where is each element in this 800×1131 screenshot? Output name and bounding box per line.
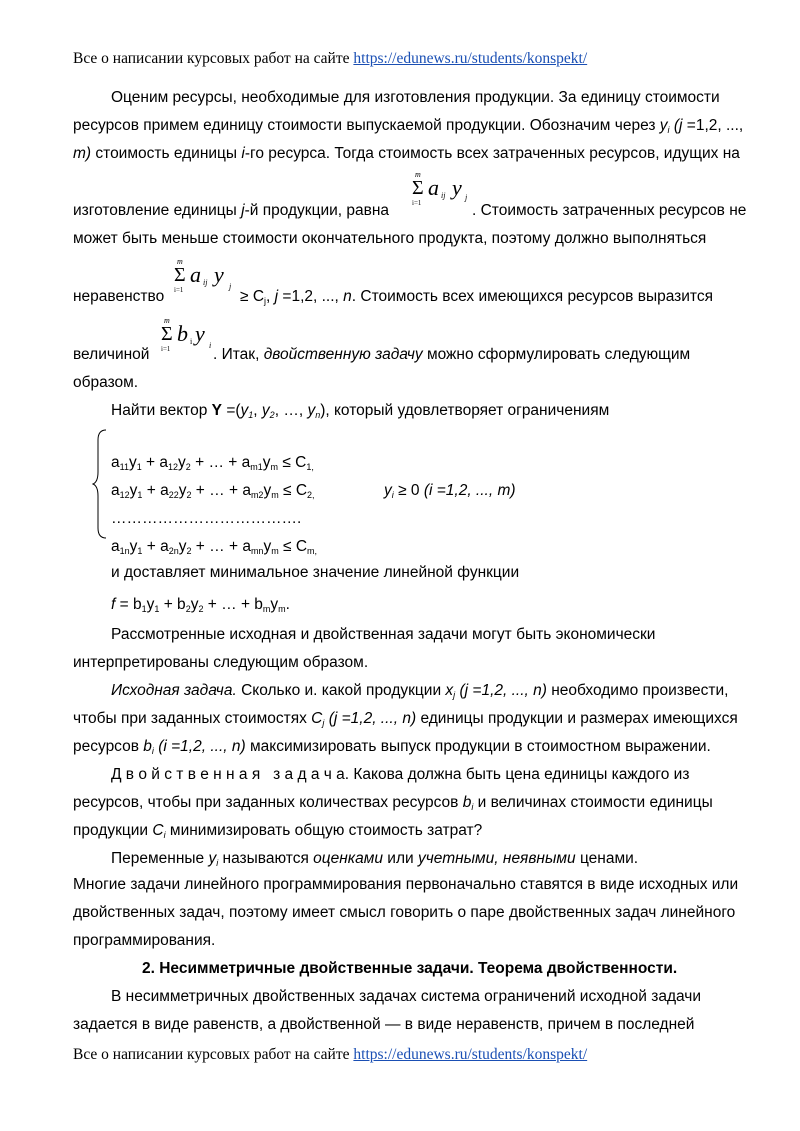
sum-formula: m Σ i=1 a ij y j — [412, 170, 468, 207]
constraint-row: $a_{12}y_1 + a_{22}y_2$ + … + $a_{m2}y_m \le C_{2,}$ — [111, 482, 315, 500]
text-line: и доставляет минимальное значение линейной функции — [111, 564, 520, 581]
text-line: может быть меньше стоимости окончательного продукта, поэтому должно выполняться — [73, 230, 707, 247]
constraint-row: $a_{11}y_1 + a_{12}y_2$ + … + $a_{m1}y_m \le C_{1,}$ — [111, 454, 314, 472]
constraint-row: $a_{1n}y_1 + a_{2n}y_2$ + … + $a_{mn}y_m \le C_{m,}$ — [111, 538, 318, 556]
text-line: продукции $C_i$ минимизировать общую стоимость затрат? — [73, 822, 483, 840]
text-line: интерпретированы следующим образом. — [73, 654, 369, 671]
text-line: ресурсов $b_i$ (i =1,2, ..., n) максимизировать выпуск продукции в стоимостном выражении. — [73, 738, 711, 756]
text-line: чтобы при заданных стоимостях $C_j$ (j =1,2, ..., n) единицы продукции и размерах имеющихся — [73, 710, 738, 728]
text-line: Найти вектор $Y =(y_1$, $y_2$, …, $y_n$), который удовлетворяет ограничениям — [111, 402, 610, 420]
header-link[interactable]: https://edunews.ru/students/konspekt/ — [353, 50, 588, 67]
text-line: Оценим ресурсы, необходимые для изготовления продукции. За единицу стоимости — [111, 89, 720, 106]
text-line: двойственных задач, поэтому имеет смысл говорить о паре двойственных задач линейного — [73, 904, 736, 921]
text-line: m) стоимость единицы i-го ресурса. Тогда стоимость всех затраченных ресурсов, идущих на — [73, 145, 740, 162]
page-footer — [73, 1046, 587, 1064]
text-line: задается в виде равенств, а двойственной — в виде неравенств, причем в последней — [73, 1016, 695, 1033]
text-line: изготовление единицы j-й продукции, равна — [73, 202, 390, 219]
text-line: образом. — [73, 374, 139, 391]
text-line: программирования. — [73, 932, 216, 949]
text-line: Д в о й с т в е н н а я з а д а ч а. Какова должна быть цена единицы каждого из — [111, 766, 690, 783]
text-line: ресурсов примем единицу стоимости выпускаемой продукции. Обозначим через $y_i$ (j =1,2, ..., — [73, 117, 744, 135]
objective-function: $f = b_1y_1 + b_2y_2$ + … + $b_my_m$. — [111, 596, 290, 614]
nonneg-condition: $y_i \ge 0$ (i =1,2, ..., m) — [384, 482, 516, 500]
text-line: ресурсов, чтобы при заданных количествах ресурсов $b_i$ и величинах стоимости единицы — [73, 794, 713, 812]
section-heading: 2. Несимметричные двойственные задачи. Теорема двойственности. — [142, 960, 678, 977]
page-header — [73, 50, 587, 68]
text-line: . Итак, двойственную задачу можно сформулировать следующим — [213, 346, 691, 363]
text-line: Исходная задача. Сколько и. какой продукции $x_j$ (j =1,2, ..., n) необходимо произвести, — [111, 682, 729, 700]
footer-text: Все о написании курсовых работ на сайте — [73, 1046, 350, 1063]
footer-link[interactable]: https://edunews.ru/students/konspekt/ — [353, 1046, 588, 1063]
text-line: неравенство — [73, 288, 165, 305]
text-line: ≥ $C_j$, j =1,2, ..., n. Стоимость всех имеющихся ресурсов выразится — [240, 288, 713, 306]
text-line: Рассмотренные исходная и двойственная задачи могут быть экономически — [111, 626, 656, 643]
text-line: В несимметричных двойственных задачах система ограничений исходной задачи — [111, 988, 702, 1005]
brace-icon — [92, 428, 112, 540]
sum-formula: m Σ i=1 a ij y j — [174, 257, 232, 294]
text-line: Переменные $y_i$ называются оценками или учетными, неявными ценами. — [111, 850, 639, 868]
constraint-dots: ………………………………. — [111, 510, 302, 527]
text-line: величиной — [73, 346, 150, 363]
header-text: Все о написании курсовых работ на сайте — [73, 50, 350, 67]
text-line: . Стоимость затраченных ресурсов не — [472, 202, 747, 219]
sum-formula: m Σ i=1 b i y i — [161, 316, 212, 353]
text-line: Многие задачи линейного программирования первоначально ставятся в виде исходных или — [73, 876, 739, 893]
